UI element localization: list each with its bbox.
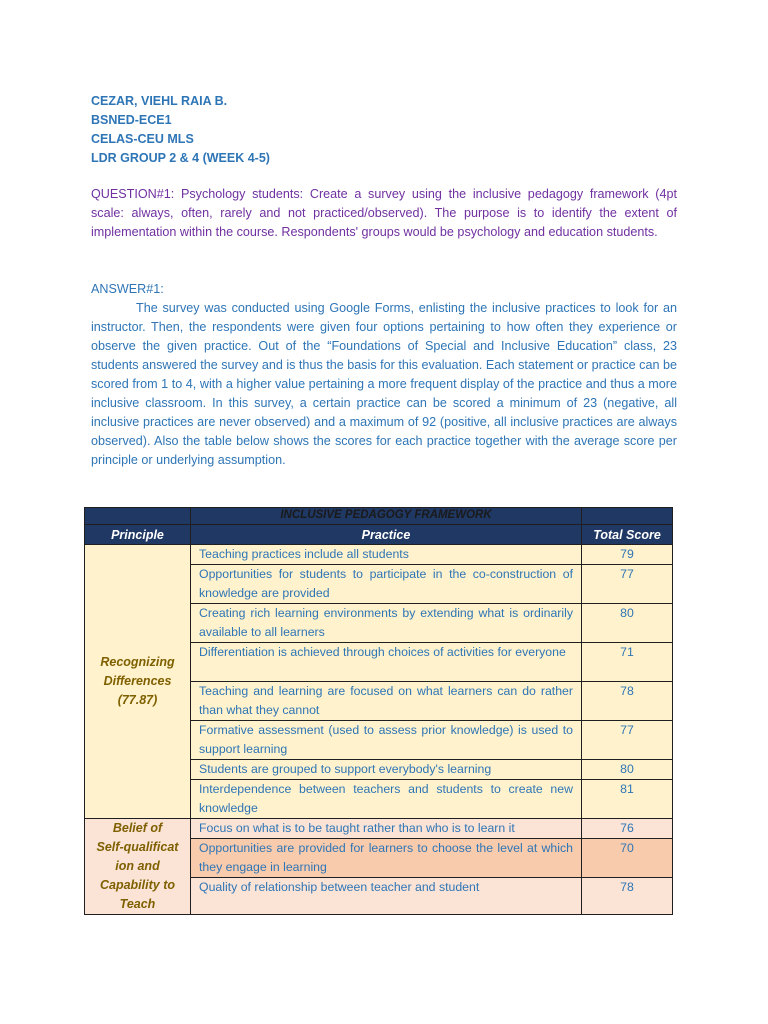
table-row — [85, 819, 673, 839]
framework-table — [84, 507, 673, 915]
student-group: LDR GROUP 2 & 4 (WEEK 4-5) — [91, 151, 270, 165]
practice-cell: Students are grouped to support everybody's learning — [191, 760, 582, 780]
student-school: CELAS-CEU MLS — [91, 132, 194, 146]
principle-cell — [85, 819, 191, 915]
score-cell: 79 — [582, 545, 673, 565]
answer-label: ANSWER#1: — [91, 282, 164, 296]
score-cell: 71 — [582, 643, 673, 682]
table-title-row — [85, 508, 673, 525]
practice-cell: Focus on what is to be taught rather than who is to learn it — [191, 819, 582, 839]
score-cell: 70 — [582, 839, 673, 878]
score-cell: 78 — [582, 878, 673, 915]
practice-cell: Opportunities are provided for learners to choose the level at which they engage in learning — [191, 839, 582, 878]
score-cell: 80 — [582, 760, 673, 780]
practice-cell: Teaching and learning are focused on what learners can do rather than what they cannot — [191, 682, 582, 721]
score-cell: 81 — [582, 780, 673, 819]
table-title: INCLUSIVE PEDAGOGY FRAMEWORK — [191, 508, 582, 525]
practice-cell: Creating rich learning environments by extending what is ordinarily available to all learners — [191, 604, 582, 643]
student-program: BSNED-ECE1 — [91, 113, 172, 127]
table-title-spacer-right — [582, 508, 673, 525]
student-name: CEZAR, VIEHL RAIA B. — [91, 94, 228, 108]
answer-paragraph: The survey was conducted using Google Forms, enlisting the inclusive practices to look for an instructor. Then, the respondents were given four options pertaining to how often they experience or observe the given practice. Out of the “Foundations of Special and Inclusive Education” class, 23 students answered the survey and is thus the basis for this evaluation. Each statement or practice can be scored from 1 to 4, with a higher value pertaining a more frequent display of the practice and thus a more inclusive classroom. In this survey, a certain practice can be scored a minimum of 23 (negative, all inclusive practices are never observed) and a maximum of 92 (positive, all inclusive practices are always observed). Also the table below shows the scores for each practice together with the average score per principle or underlying assumption. — [91, 301, 677, 467]
column-header-score: Total Score — [582, 525, 673, 545]
table-row — [85, 545, 673, 565]
principle-label: Recognizing Differences (77.87) — [100, 655, 175, 707]
practice-cell: Quality of relationship between teacher and student — [191, 878, 582, 915]
score-cell: 76 — [582, 819, 673, 839]
table-title-spacer-left — [85, 508, 191, 525]
practice-cell: Teaching practices include all students — [191, 545, 582, 565]
score-cell: 77 — [582, 721, 673, 760]
practice-cell: Formative assessment (used to assess prior knowledge) is used to support learning — [191, 721, 582, 760]
principle-cell — [85, 545, 191, 819]
practice-cell: Differentiation is achieved through choices of activities for everyone — [191, 643, 582, 682]
principle-label: Belief of Self-qualificat ion and Capability to Teach — [96, 821, 179, 911]
question-paragraph: QUESTION#1: Psychology students: Create a survey using the inclusive pedagogy framework (4pt scale: always, often, rarely and not practiced/observed). The purpose is to identify the extent of implementation within the course. Respondents' groups would be psychology and education students. — [91, 187, 677, 239]
practice-cell: Opportunities for students to participate in the co-construction of knowledge are provided — [191, 565, 582, 604]
score-cell: 80 — [582, 604, 673, 643]
column-header-practice: Practice — [191, 525, 582, 545]
student-header — [91, 92, 270, 168]
score-cell: 77 — [582, 565, 673, 604]
column-header-principle: Principle — [85, 525, 191, 545]
practice-cell: Interdependence between teachers and students to create new knowledge — [191, 780, 582, 819]
score-cell: 78 — [582, 682, 673, 721]
table-header-row — [85, 525, 673, 545]
